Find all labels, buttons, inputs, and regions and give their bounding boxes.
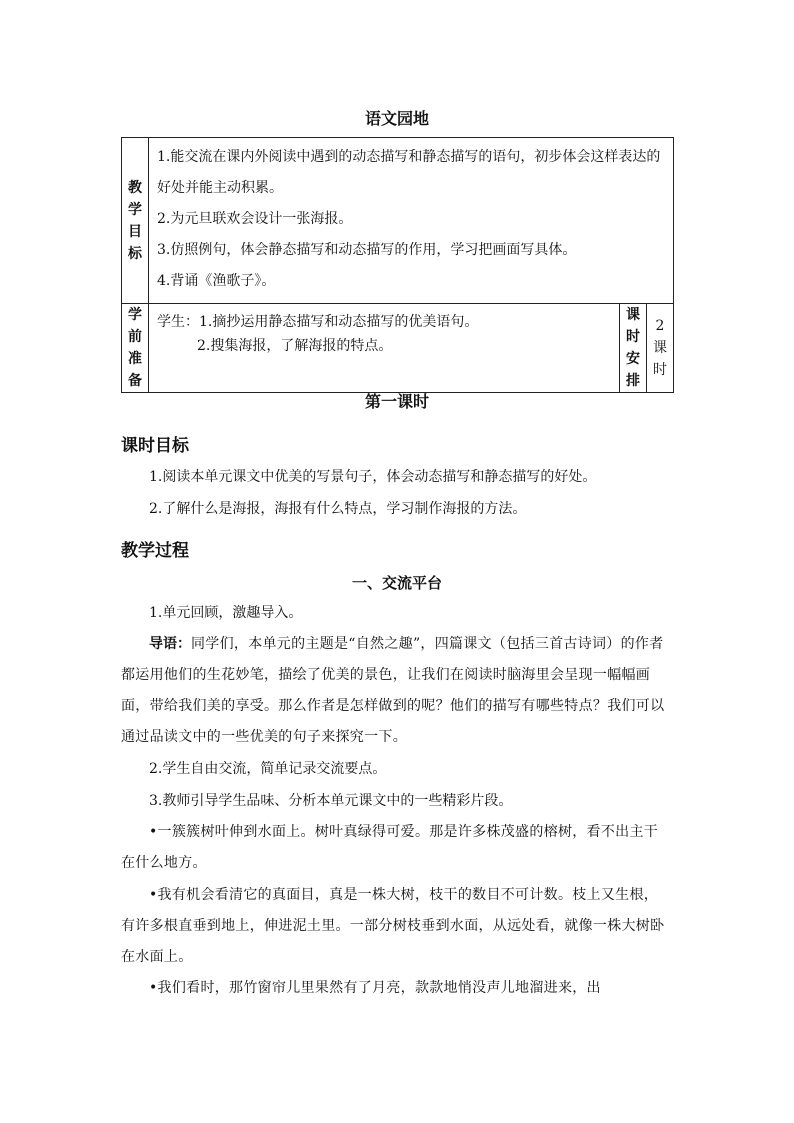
prep-prefix: 学生： xyxy=(157,314,199,330)
hours-value-char: 课 xyxy=(653,340,667,356)
goal-item: 4.背诵《渔歌子》。 xyxy=(157,273,276,289)
hours-value-char: 时 xyxy=(653,362,667,378)
hours-label-cell xyxy=(620,304,647,393)
prep-item-text: 1.摘抄运用静态描写和动态描写的优美语句。 xyxy=(199,314,479,330)
goals-label-char: 学 xyxy=(128,201,142,218)
quote-item: •我有机会看清它的真面目，真是一株大树，枝干的数目不可计数。枝上又生根，有许多根直垂到地上，伸进泥土里。一部分树枝垂到水面，从远处看，就像一株大树卧在水面上。 xyxy=(121,887,665,965)
hours-label-char: 安 xyxy=(626,351,640,367)
lead-paragraph xyxy=(121,629,666,753)
lesson-title: 第一课时 xyxy=(364,392,429,411)
goal-item: 2.为元旦联欢会设计一张海报。 xyxy=(157,211,353,227)
quote-item: •我们看时，那竹窗帘儿里果然有了月亮，款款地悄没声儿地溜进来，出 xyxy=(149,980,601,996)
hours-value-cell xyxy=(647,304,674,393)
lead-text: 同学们，本单元的主题是“自然之趣”，四篇课文（包括三首古诗词）的作者都运用他们的生花妙笔，描绘了优美的景色，让我们在阅读时脑海里会呈现一幅幅画面，带给我们美的享受。那么作者是怎样做到的呢？他们的描写有哪些特点？我们可以通过品读文中的一些优美的句子来探究一下。 xyxy=(121,636,665,745)
lesson-plan-table xyxy=(121,137,674,393)
goals-row xyxy=(122,138,674,304)
prep-label-char: 前 xyxy=(128,329,142,345)
hours-label-char: 排 xyxy=(626,373,640,389)
quote-item: •一簇簇树叶伸到水面上。树叶真绿得可爱。那是许多株茂盛的榕树，看不出主干在什么地方。 xyxy=(121,824,659,871)
goal-item: 1.能交流在课内外阅读中遇到的动态描写和静态描写的语句，初步体会这样表达的好处并能主动积累。 xyxy=(157,149,661,196)
prep-item: 2.搜集海报，了解海报的特点。 xyxy=(197,338,393,354)
step-item: 1.单元回顾，激趣导入。 xyxy=(149,605,303,621)
section-title: 一、交流平台 xyxy=(351,574,442,592)
prep-label-cell xyxy=(122,304,149,393)
objectives-heading: 课时目标 xyxy=(121,436,189,456)
goals-label-char: 目 xyxy=(128,223,142,240)
hours-value-char: 2 xyxy=(655,318,665,334)
prep-row xyxy=(122,304,674,393)
goals-label-cell xyxy=(122,138,149,304)
hours-label-char: 时 xyxy=(626,329,640,345)
step-item: 2.学生自由交流，简单记录交流要点。 xyxy=(149,761,387,777)
goals-label-char: 教 xyxy=(128,179,142,196)
prep-label-char: 准 xyxy=(128,351,142,367)
goals-label-char: 标 xyxy=(128,245,142,262)
prep-label-char: 学 xyxy=(128,307,142,323)
prep-content-cell xyxy=(149,304,620,393)
prep-item xyxy=(157,310,613,334)
objective-item: 2.了解什么是海报，海报有什么特点，学习制作海报的方法。 xyxy=(149,501,527,517)
prep-label-char: 备 xyxy=(128,373,142,389)
document-title: 语文园地 xyxy=(364,109,429,128)
goals-content-cell xyxy=(149,138,674,304)
objective-item: 1.阅读本单元课文中优美的写景句子，体会动态描写和静态描写的好处。 xyxy=(149,469,597,485)
process-heading: 教学过程 xyxy=(121,541,189,561)
goal-item: 3.仿照例句，体会静态描写和动态描写的作用，学习把画面写具体。 xyxy=(157,242,577,258)
lead-label: 导语： xyxy=(149,636,191,652)
hours-label-char: 课 xyxy=(626,307,640,323)
step-item: 3.教师引导学生品味、分析本单元课文中的一些精彩片段。 xyxy=(149,793,513,809)
